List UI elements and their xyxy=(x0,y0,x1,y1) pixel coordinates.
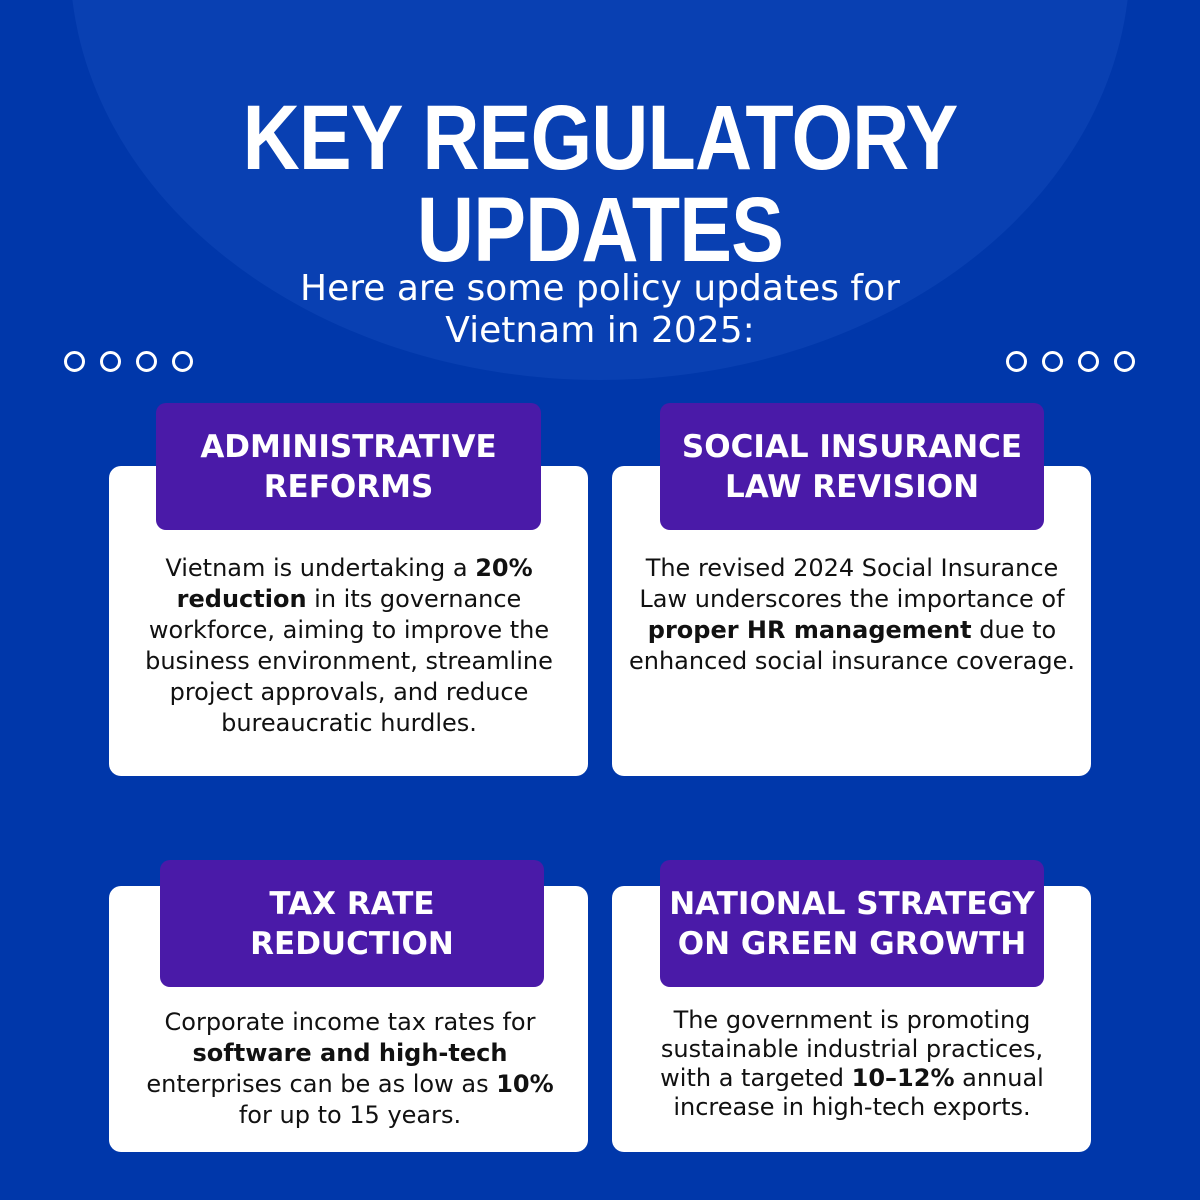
card-title-badge xyxy=(160,860,544,987)
card-title-badge xyxy=(660,860,1044,987)
circle-icon xyxy=(172,351,193,372)
circle-icon xyxy=(136,351,157,372)
highlight-text: proper HR management xyxy=(647,616,972,644)
description-text: Corporate income tax rates for xyxy=(164,1008,536,1036)
description-text: Vietnam is undertaking a xyxy=(165,554,476,582)
circle-icon xyxy=(100,351,121,372)
description-text: The government is promoting sustainable industrial practices, with a targeted xyxy=(660,1006,1044,1092)
subtitle-line-2: Vietnam in 2025: xyxy=(445,310,755,351)
card-title-badge xyxy=(660,403,1044,530)
description-text: due to enhanced social insurance coverage. xyxy=(628,616,1075,675)
circle-icon xyxy=(1078,351,1099,372)
description-text: for up to 15 years. xyxy=(238,1101,462,1129)
description-text: annual increase in high-tech exports. xyxy=(673,1064,1044,1121)
card-title-line-1: ADMINISTRATIVE xyxy=(200,428,497,465)
circle-icon xyxy=(1042,351,1063,372)
page-subtitle xyxy=(0,268,1200,352)
decorative-dots-left xyxy=(64,351,193,372)
card-title-line-2: LAW REVISION xyxy=(724,468,980,505)
card-title-line-1: NATIONAL STRATEGY xyxy=(669,885,1035,922)
circle-icon xyxy=(1114,351,1135,372)
circle-icon xyxy=(64,351,85,372)
highlight-text: 10–12% xyxy=(851,1064,955,1092)
card-description xyxy=(118,553,580,739)
card-title-line-2: REFORMS xyxy=(263,468,434,505)
card-title-line-1: SOCIAL INSURANCE xyxy=(681,428,1023,465)
card-description xyxy=(128,1007,572,1131)
circle-icon xyxy=(1006,351,1027,372)
card-title-line-2: REDUCTION xyxy=(250,925,454,962)
highlight-text: 20% reduction xyxy=(176,554,533,613)
card-title-line-1: TAX RATE xyxy=(269,885,435,922)
page-title: KEY REGULATORY UPDATES xyxy=(242,87,958,281)
decorative-dots-right xyxy=(1006,351,1135,372)
card-title-badge xyxy=(156,403,541,530)
subtitle-line-1: Here are some policy updates for xyxy=(300,268,900,309)
highlight-text: 10% xyxy=(496,1070,554,1098)
card-description xyxy=(636,1006,1068,1122)
description-text: The revised 2024 Social Insurance Law underscores the importance of xyxy=(639,554,1065,613)
highlight-text: software and high-tech xyxy=(192,1039,508,1067)
card-title-line-2: ON GREEN GROWTH xyxy=(677,925,1027,962)
description-text: enterprises can be as low as xyxy=(146,1070,497,1098)
card-description xyxy=(628,553,1076,677)
description-text: in its governance workforce, aiming to improve the business environment, streamline project approvals, and reduce bureaucratic hurdles. xyxy=(145,585,553,737)
